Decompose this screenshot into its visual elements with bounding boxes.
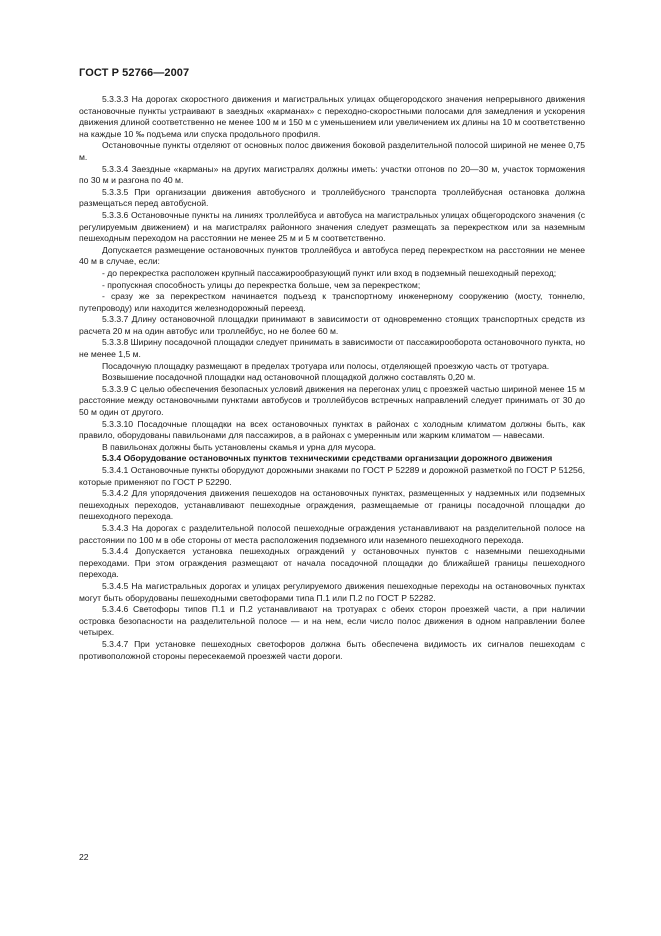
paragraph: 5.3.3.8 Ширину посадочной площадки следует принимать в зависимости от пассажирооборота остановочного пункта, но не менее 1,5 м.	[79, 337, 585, 360]
paragraph: 5.3.4.3 На дорогах с разделительной полосой пешеходные ограждения устанавливают на разделительной полосе на расстоянии по 100 м в обе стороны от места расположения подземного или наземного пешеходного перехода.	[79, 522, 585, 545]
paragraph: 5.3.3.5 При организации движения автобусного и троллейбусного транспорта троллейбусная остановка должна размещаться перед автобусной.	[79, 186, 585, 209]
page-number: 22	[79, 852, 89, 862]
paragraph: 5.3.3.9 С целью обеспечения безопасных условий движения на перегонах улиц с проезжей частью шириной менее 15 м расстояние между остановочными пунктами автобусов и троллейбусов встречных направлений следует принимать от 30 до 50 м один от другого.	[79, 383, 585, 418]
paragraph: 5.3.4.6 Светофоры типов П.1 и П.2 устанавливают на тротуарах с обеих сторон проезжей части, а при наличии островка безопасности на разделительной полосе — и на нем, если число полос движения в одном направлении более четырех.	[79, 604, 585, 638]
list-item: - пропускная способность улицы до перекрестка больше, чем за перекрестком;	[102, 279, 421, 290]
paragraph: 5.3.4.4 Допускается установка пешеходных ограждений у остановочных пунктов с наземными пешеходными переходами. При этом ограждения размещают от начала посадочной площадки до ближайшей границы пешеходного перехода.	[79, 546, 585, 580]
paragraph: 5.3.3.6 Остановочные пункты на линиях троллейбуса и автобуса на магистральных улицах общегородского значения (с регулируемым движением) и на магистралях районного значения следует размещать за перекрестком или за наземным пешеходным переходом на расстоянии не менее 25 м и 5 м соответственно.	[79, 209, 585, 244]
paragraph: 5.3.3.3 На дорогах скоростного движения и магистральных улицах общегородского значения непрерывного движения остановочные пункты устраивают в заездных «карманах» с переходно-скоростными полосами для замедления и ускорения движения длиной соответственно не менее 100 м и 150 м с уменьшением или увеличением их длины на 10 м соответственно на каждые 10 ‰ подъема или спуска продольного профиля.	[79, 94, 585, 139]
paragraph: 5.3.4.2 Для упорядочения движения пешеходов на остановочных пунктах, размещенных у надземных или подземных пешеходных переходов, устанавливают пешеходные ограждения, размещаемые от границы посадочной площадки до пешеходного перехода.	[79, 488, 585, 522]
section-heading: 5.3.4 Оборудование остановочных пунктов техническими средствами организации дорожного движения	[102, 453, 553, 464]
paragraph: 5.3.4.1 Остановочные пункты оборудуют дорожными знаками по ГОСТ Р 52289 и дорожной разметкой по ГОСТ Р 51256, которые применяют по ГОСТ Р 52290.	[79, 465, 585, 487]
document-header: ГОСТ Р 52766—2007	[79, 67, 190, 79]
list-item: - до перекрестка расположен крупный пассажирообразующий пункт или вход в подземный пешеходный переход;	[102, 267, 557, 278]
paragraph: 5.3.4.5 На магистральных дорогах и улицах регулируемого движения пешеходные переходы на остановочных пунктах могут быть оборудованы пешеходными светофорами типа П.1 или П.2 по ГОСТ Р 52282.	[79, 580, 585, 603]
document-body	[79, 94, 585, 662]
paragraph: 5.3.4.7 При установке пешеходных светофоров должна быть обеспечена видимость их сигналов пешеходам с противоположной стороны пересекаемой проезжей части дороги.	[79, 638, 585, 661]
paragraph: 5.3.3.10 Посадочные площадки на всех остановочных пунктах в районах с холодным климатом должны быть, как правило, оборудованы павильонами для пассажиров, а в районах с умеренным или жарким климатом — навесами.	[79, 418, 585, 441]
list-item: - сразу же за перекрестком начинается подъезд к транспортному инженерному сооружению (мосту, тоннелю, путепроводу) или находится железнодорожный переезд.	[79, 291, 585, 313]
paragraph: Остановочные пункты отделяют от основных полос движения боковой разделительной полосой шириной не менее 0,75 м.	[79, 140, 585, 162]
paragraph: Посадочную площадку размещают в пределах тротуара или полосы, отделяющей проезжую часть от тротуара.	[102, 360, 550, 371]
paragraph: Допускается размещение остановочных пунктов троллейбуса и автобуса перед перекрестком на расстоянии не менее 40 м в случае, если:	[79, 244, 585, 267]
paragraph: 5.3.3.7 Длину остановочной площадки принимают в зависимости от одновременно стоящих транспортных средств из расчета 20 м на один автобус или троллейбус, но не более 60 м.	[79, 314, 585, 336]
paragraph: 5.3.3.4 Заездные «карманы» на других магистралях должны иметь: участки отгонов по 20—30 м, участок торможения по 30 м и разгона по 40 м.	[79, 163, 585, 186]
paragraph: Возвышение посадочной площадки над остановочной площадкой должно составлять 0,20 м.	[102, 372, 476, 383]
paragraph: В павильонах должны быть установлены скамья и урна для мусора.	[102, 441, 377, 452]
